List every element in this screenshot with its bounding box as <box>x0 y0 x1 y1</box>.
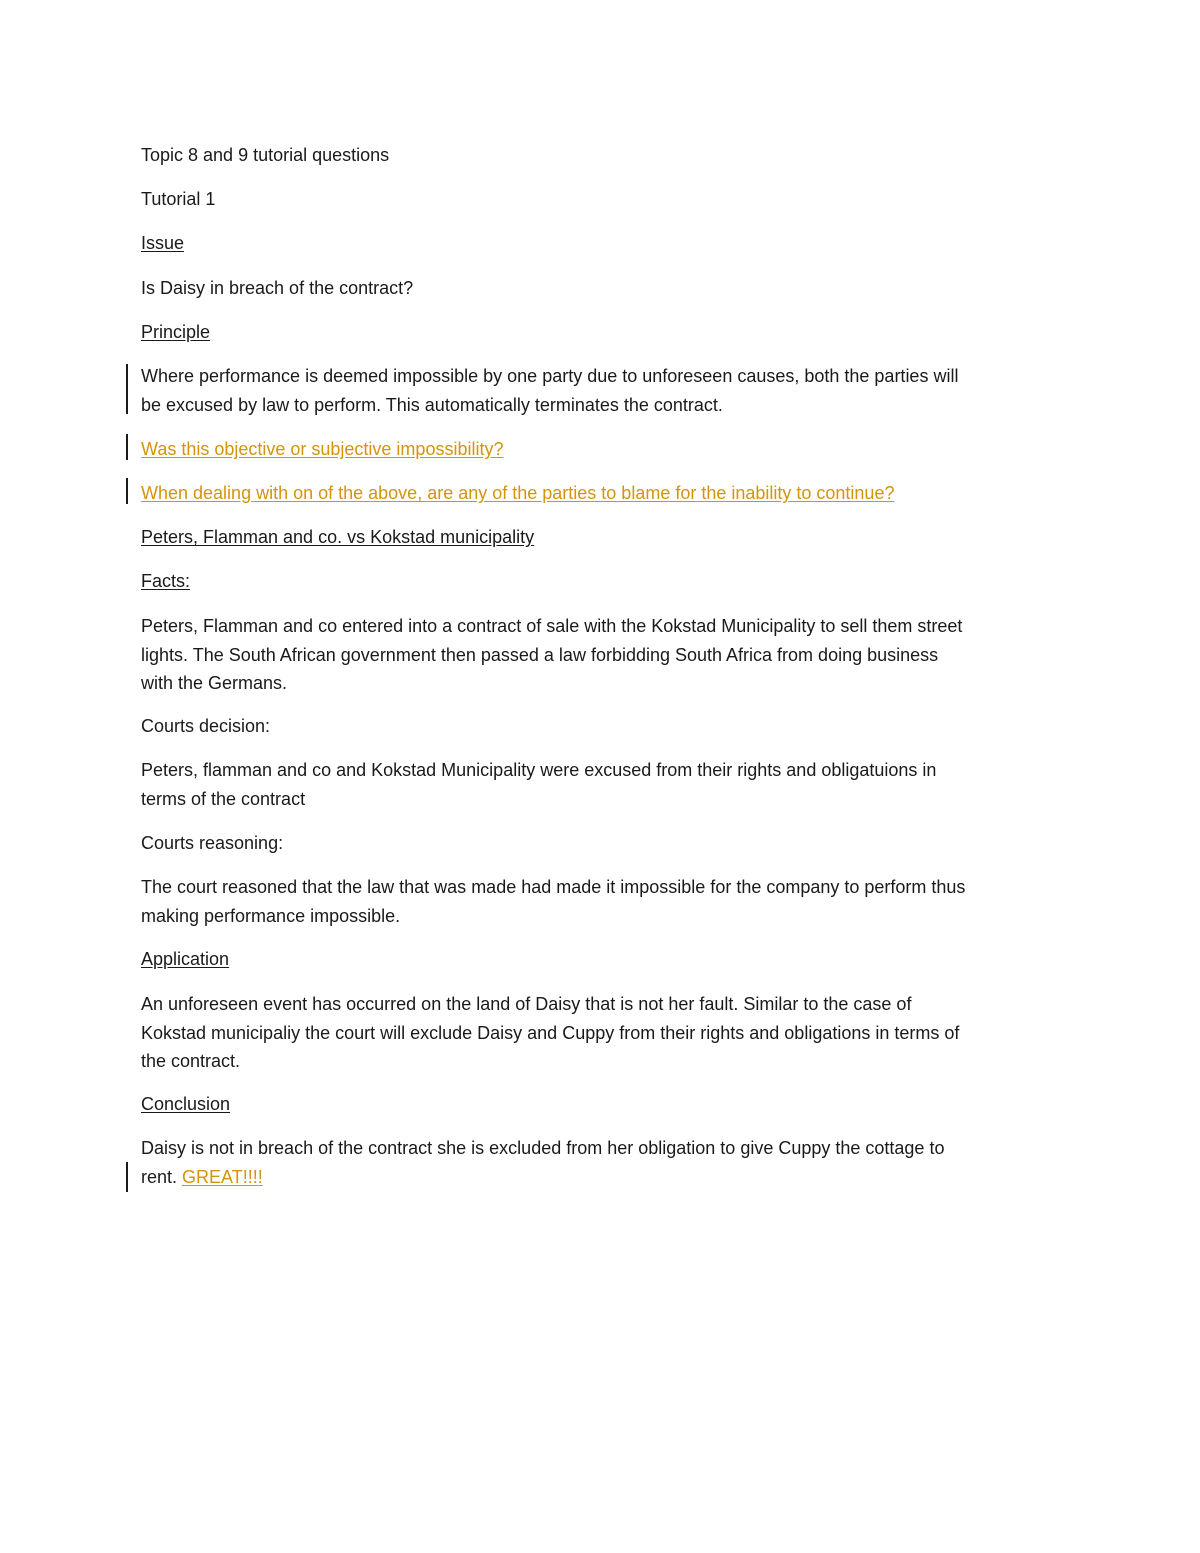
conclusion-paragraph <box>141 1134 1071 1191</box>
revision-change-bar <box>126 434 128 460</box>
comment-blame-question: When dealing with on of the above, are any of the parties to blame for the inability to continue? <box>141 483 895 503</box>
decision-line-2: terms of the contract <box>141 788 306 809</box>
facts-heading: Facts: <box>141 571 191 591</box>
decision-line-1: Peters, flamman and co and Kokstad Municipality were excused from their rights and obligatuions in <box>141 760 937 780</box>
principle-line-1: Where performance is deemed impossible by one party due to unforeseen causes, both the parties will <box>141 366 959 386</box>
conclusion-line-2-text: rent. <box>141 1166 183 1187</box>
application-line-3: the contract. <box>141 1051 241 1071</box>
conclusion-line-2 <box>141 1163 1071 1192</box>
reasoning-line-2: making performance impossible. <box>141 905 401 926</box>
conclusion-heading: Conclusion <box>141 1094 231 1114</box>
revision-change-bar <box>126 364 128 414</box>
decision-heading: Courts decision: <box>141 716 271 736</box>
facts-line-3: with the Germans. <box>141 673 288 693</box>
facts-line-1: Peters, Flamman and co entered into a contract of sale with the Kokstad Municipality to sell them street <box>141 616 963 636</box>
application-heading: Application <box>141 949 230 969</box>
comment-objective-subjective: Was this objective or subjective impossibility? <box>141 439 504 459</box>
revision-change-bar <box>126 1162 128 1192</box>
application-paragraph <box>141 990 1071 1076</box>
principle-line-2: be excused by law to perform. This automatically terminates the contract. <box>141 394 723 415</box>
conclusion-line-1: Daisy is not in breach of the contract she is excluded from her obligation to give Cuppy the cottage to <box>141 1138 945 1158</box>
facts-paragraph <box>141 612 1071 698</box>
decision-paragraph <box>141 756 1071 813</box>
case-name: Peters, Flamman and co. vs Kokstad municipality <box>141 527 535 547</box>
principle-paragraph <box>141 362 1071 419</box>
reasoning-line-1: The court reasoned that the law that was made had made it impossible for the company to perform thus <box>141 877 966 897</box>
reasoning-paragraph <box>141 873 1071 930</box>
reasoning-heading: Courts reasoning: <box>141 833 284 853</box>
issue-text: Is Daisy in breach of the contract? <box>141 278 414 298</box>
document-title: Topic 8 and 9 tutorial questions <box>141 145 390 165</box>
application-line-1: An unforeseen event has occurred on the land of Daisy that is not her fault. Similar to the case of <box>141 994 912 1014</box>
issue-heading: Issue <box>141 233 185 253</box>
tutorial-label: Tutorial 1 <box>141 189 216 209</box>
comment-great: GREAT!!!! <box>182 1166 263 1187</box>
facts-line-2: lights. The South African government then passed a law forbidding South Africa from doing business <box>141 644 939 665</box>
application-line-2: Kokstad municipaliy the court will exclude Daisy and Cuppy from their rights and obligations in terms of <box>141 1022 960 1043</box>
principle-heading: Principle <box>141 322 211 342</box>
revision-change-bar <box>126 478 128 504</box>
